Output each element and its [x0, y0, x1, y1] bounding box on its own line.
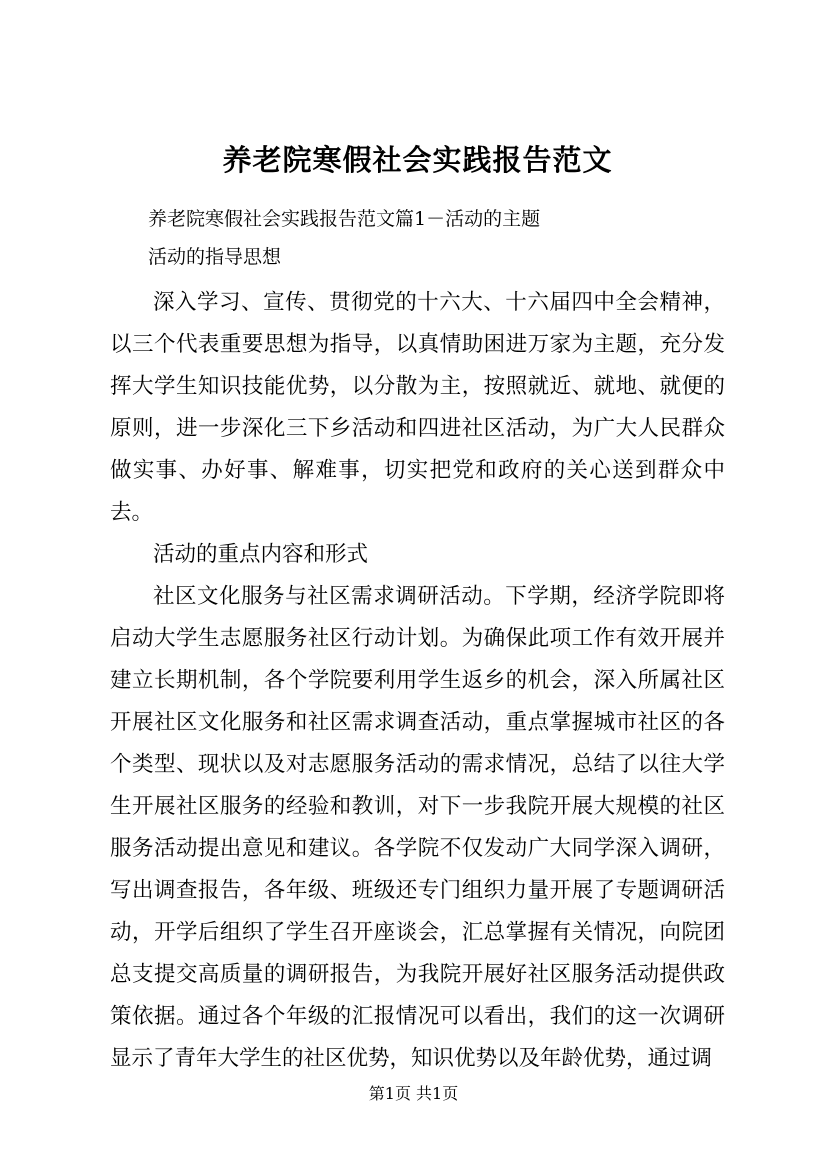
document-body [110, 200, 725, 1080]
body-paragraph-key-content: 社区文化服务与社区需求调研活动。下学期，经济学院即将启动大学生志愿服务社区行动计划。为确保此项工作有效开展并建立长期机制，各个学院要利用学生返乡的机会，深入所属社区开展社区文化服务和社区需求调查活动，重点掌握城市社区的各个类型、现状以及对志愿服务活动的需求情况，总结了以往大学生开展社区服务的经验和教训，对下一步我院开展大规模的社区服务活动提出意见和建议。各学院不仅发动广大同学深入调研，写出调查报告，各年级、班级还专门组织力量开展了专题调研活动，开学后组织了学生召开座谈会，汇总掌握有关情况，向院团总支提交高质量的调研报告，为我院开展好社区服务活动提供政策依据。通过各个年级的汇报情况可以看出，我们的这一次调研显示了青年大学生的社区优势，知识优势以及年龄优势，通过调 [110, 584, 725, 1071]
footer-page-number: 第1页 共1页 [368, 1084, 459, 1103]
section-heading-guiding-thought: 活动的指导思想 [148, 246, 282, 268]
section-heading-key-content: 活动的重点内容和形式 [153, 542, 369, 567]
body-paragraph-guiding-thought: 深入学习、宣传、贯彻党的十六大、十六届四中全会精神，以三个代表重要思想为指导，以真情助困进万家为主题，充分发挥大学生知识技能优势，以分散为主，按照就近、就地、就便的原则，进一步深化三下乡活动和四进社区活动，为广大人民群众做实事、办好事、解难事，切实把党和政府的关心送到群众中去。 [110, 290, 725, 525]
subtitle-line: 养老院寒假社会实践报告范文篇1－活动的主题 [148, 208, 541, 230]
document-title: 养老院寒假社会实践报告范文 [222, 143, 613, 177]
